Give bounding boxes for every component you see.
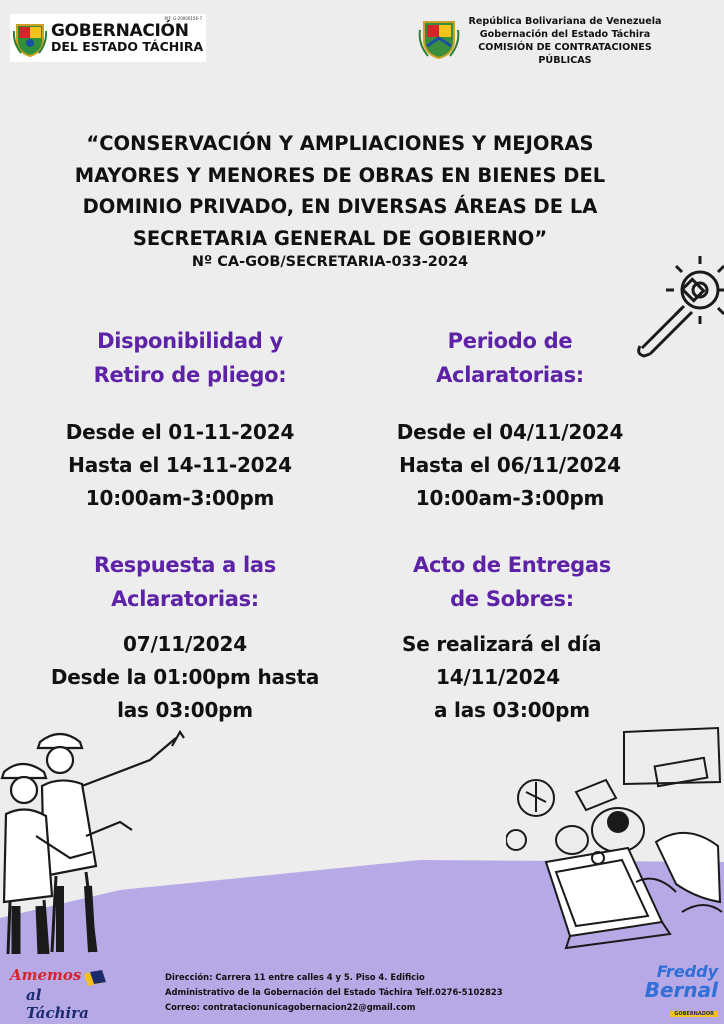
footer-line: Administrativo de la Gobernación del Estado Táchira Telf.0276-5102823 bbox=[165, 987, 503, 997]
heading-line: Disponibilidad y bbox=[97, 329, 283, 353]
gobernacion-logo bbox=[10, 14, 206, 62]
amemos-line-1: Amemos bbox=[10, 966, 82, 984]
heading-line: Respuesta a las bbox=[93, 553, 276, 577]
heading-line: de Sobres: bbox=[450, 587, 574, 611]
desk-illustration bbox=[506, 722, 724, 962]
heading-periodo bbox=[360, 324, 660, 392]
fb-line-3: GOBERNADOR bbox=[670, 1011, 718, 1017]
body-line: Se realizará el día bbox=[402, 632, 602, 656]
document-title bbox=[50, 128, 630, 254]
heading-line: Retiro de pliego: bbox=[93, 363, 287, 387]
amemos-line-2: al Táchira bbox=[26, 986, 89, 1022]
body-periodo bbox=[350, 416, 670, 515]
body-line: Hasta el 14-11-2024 bbox=[68, 453, 292, 477]
footer-line: Correo: contratacionunicagobernacion22@gmail.com bbox=[165, 1002, 416, 1012]
body-line: 10:00am-3:00pm bbox=[85, 486, 275, 510]
body-respuesta bbox=[20, 628, 350, 727]
body-line: Desde el 01-11-2024 bbox=[65, 420, 295, 444]
body-line: 14/11/2024 bbox=[436, 665, 560, 689]
heading-disponibilidad bbox=[40, 324, 340, 392]
title-line: SECRETARIA GENERAL DE GOBIERNO” bbox=[132, 226, 548, 250]
heading-line: Aclaratorias: bbox=[436, 363, 584, 387]
body-line: 07/11/2024 bbox=[123, 632, 247, 656]
body-line: Desde la 01:00pm hasta bbox=[50, 665, 320, 689]
body-acto bbox=[368, 628, 668, 727]
heading-line: Acto de Entregas bbox=[413, 553, 611, 577]
body-disponibilidad bbox=[20, 416, 340, 515]
coat-of-arms-icon bbox=[13, 19, 47, 57]
amemos-tachira-logo bbox=[8, 964, 108, 1022]
header-line: República Bolivariana de Venezuela bbox=[468, 16, 662, 27]
heading-respuesta bbox=[30, 548, 340, 616]
header-institution bbox=[462, 15, 668, 67]
heading-line: Periodo de bbox=[447, 329, 573, 353]
fb-line-2: Bernal bbox=[644, 978, 718, 1002]
fb-line-1: Freddy bbox=[656, 962, 718, 981]
footer-contact bbox=[165, 970, 585, 1015]
body-line: las 03:00pm bbox=[117, 698, 253, 722]
footer-line: Dirección: Carrera 11 entre calles 4 y 5. Piso 4. Edificio bbox=[165, 972, 425, 982]
title-line: MAYORES Y MENORES DE OBRAS EN BIENES DEL bbox=[74, 163, 606, 187]
header-line: PÚBLICAS bbox=[538, 55, 592, 66]
reference-number: Nº CA-GOB/SECRETARIA-033-2024 bbox=[191, 254, 469, 270]
rif-text: RIF: G-20000156-7 bbox=[164, 16, 202, 21]
state-seal-icon bbox=[418, 16, 460, 60]
logo-line-2: DEL ESTADO TÁCHIRA bbox=[51, 39, 204, 54]
freddy-bernal-logo bbox=[622, 962, 718, 1017]
flag-ribbon-icon bbox=[84, 970, 106, 986]
body-line: 10:00am-3:00pm bbox=[415, 486, 605, 510]
body-line: a las 03:00pm bbox=[434, 698, 590, 722]
header-line: COMISIÓN DE CONTRATACIONES bbox=[478, 42, 652, 53]
body-line: Desde el 04/11/2024 bbox=[396, 420, 624, 444]
title-line: DOMINIO PRIVADO, EN DIVERSAS ÁREAS DE LA bbox=[82, 195, 598, 218]
heading-line: Aclaratorias: bbox=[111, 587, 259, 611]
title-line: “CONSERVACIÓN Y AMPLIACIONES Y MEJORAS bbox=[86, 132, 594, 155]
logo-line-1: GOBERNACIÓN bbox=[51, 21, 189, 41]
body-line: Hasta el 06/11/2024 bbox=[399, 453, 621, 477]
header-line: Gobernación del Estado Táchira bbox=[479, 29, 651, 40]
heading-acto bbox=[362, 548, 662, 616]
workers-illustration bbox=[0, 726, 190, 956]
